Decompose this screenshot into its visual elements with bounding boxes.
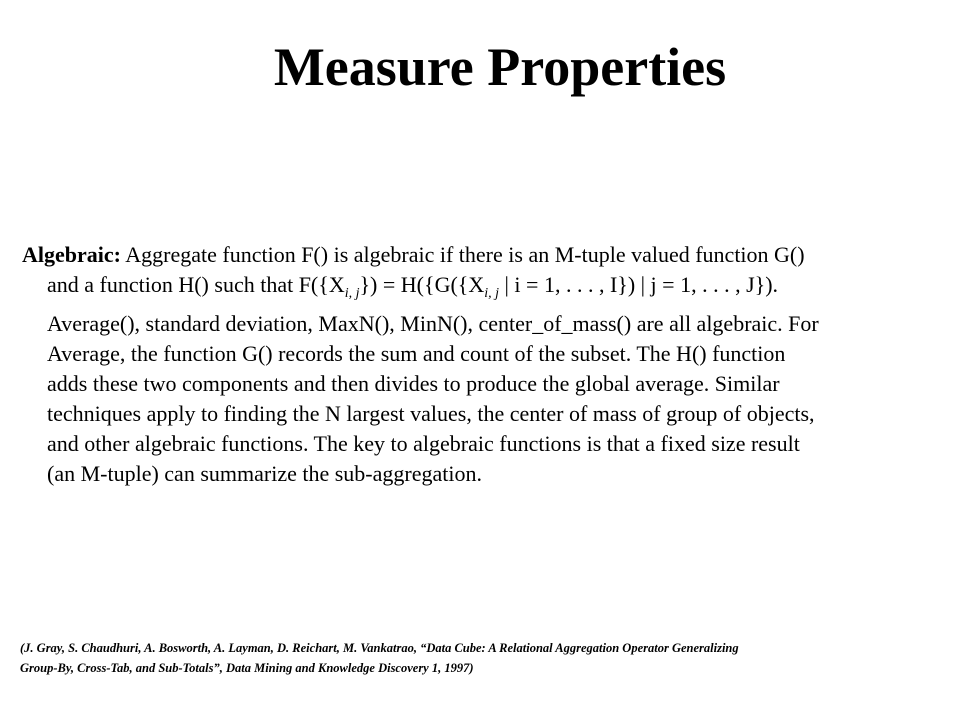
citation-line-2: Group-By, Cross-Tab, and Sub-Totals”, Data Mining and Knowledge Discovery 1, 1997) (20, 661, 474, 675)
formula-subscript-1: i, j (344, 286, 360, 301)
formula-subscript-2: i, j (484, 286, 500, 301)
citation (20, 638, 950, 678)
definition-line-2 (22, 270, 942, 309)
definition-line-7: and other algebraic functions. The key to algebraic functions is that a fixed size result (47, 431, 800, 456)
definition-line-1 (22, 240, 942, 270)
citation-line-1: (J. Gray, S. Chaudhuri, A. Bosworth, A. Layman, D. Reichart, M. Vankatrao, “Data Cube: A Relational Aggregation Operator Generalizing (20, 641, 739, 655)
formula-part-c: | i = 1, . . . , I}) | j = 1, . . . , J}). (499, 272, 779, 297)
definition-line-4: Average, the function G() records the sum and count of the subset. The H() function (47, 341, 786, 366)
definition-line-3: Average(), standard deviation, MaxN(), MinN(), center_of_mass() are all algebraic. For (47, 311, 819, 336)
definition-text-1: Aggregate function F() is algebraic if there is an M-tuple valued function G() (120, 242, 805, 267)
slide-title: Measure Properties (273, 37, 727, 97)
definition-line-5: adds these two components and then divides to produce the global average. Similar (47, 371, 780, 396)
definition-block (22, 240, 942, 489)
formula-part-b: }) = H({G({X (359, 272, 485, 297)
definition-line-6: techniques apply to finding the N largest values, the center of mass of group of objects, (47, 401, 815, 426)
definition-term: Algebraic: (22, 242, 121, 267)
definition-line-8: (an M-tuple) can summarize the sub-aggregation. (47, 461, 482, 486)
formula-part-a: and a function H() such that F({X (47, 272, 345, 297)
